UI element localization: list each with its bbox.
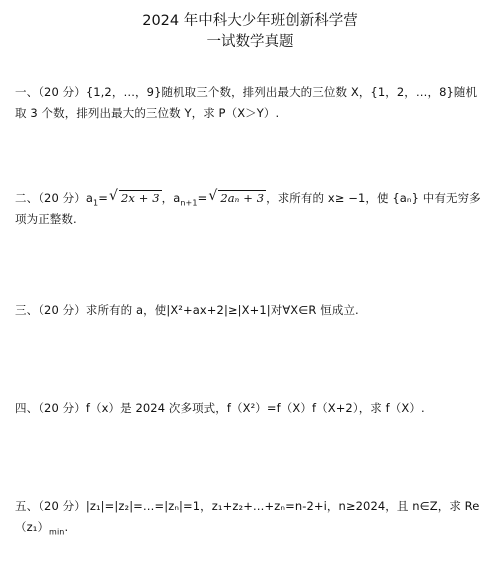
sequence-an1-label: a [173, 191, 181, 205]
sequence-a1-subscript: 1 [93, 198, 99, 208]
question-text: {1,2，…，9}随机取三个数，排列出最大的三位数 X，{1，2，…，8}随机取 3 个数，排列出最大的三位数 Y，求 P（X＞Y）. [15, 85, 478, 120]
question-points: （20 分） [38, 191, 86, 205]
question-text: 求所有的 a，使|X²+ax+2|≥|X+1|对∀X∈R 恒成立. [85, 303, 359, 317]
question-3 [15, 300, 485, 321]
question-number: 四、 [15, 401, 39, 415]
question-5 [15, 496, 485, 538]
radical-expression-1 [109, 188, 162, 209]
equals-sign: = [197, 191, 208, 205]
question-1 [15, 82, 485, 124]
question-2 [15, 188, 485, 230]
sequence-an1-subscript: n+1 [180, 198, 198, 208]
question-end: . [64, 520, 69, 534]
question-number: 一、 [15, 85, 39, 99]
question-4 [15, 398, 485, 419]
equals-sign: = [98, 191, 108, 205]
radicand-1: 2x + 3 [120, 191, 160, 205]
separator: ， [161, 191, 174, 205]
question-number: 二、 [15, 191, 39, 205]
document-subtitle: 一试数学真题 [206, 34, 294, 50]
radical-expression-2 [208, 188, 266, 209]
sequence-a1-label: a [85, 191, 93, 205]
question-points: （20 分） [38, 401, 86, 415]
question-number: 五、 [15, 499, 39, 513]
question-number: 三、 [15, 303, 39, 317]
question-text: |z₁|=|z₂|=…=|zₙ|=1，z₁+z₂+…+zₙ=n-2+i，n≥2024，且 n∈Z，求 Re（z₁） [15, 499, 480, 534]
document-title: 2024 年中科大少年班创新科学营 [142, 13, 358, 29]
question-text: ，求所有的 x≥ −1，使 {aₙ} 中有无穷多项为正整数. [15, 191, 481, 226]
question-points: （20 分） [38, 303, 86, 317]
radicand-2: 2aₙ + 3 [220, 191, 265, 205]
question-points: （20 分） [38, 499, 86, 513]
min-subscript: min [49, 527, 65, 537]
question-text: f（x）是 2024 次多项式，f（X²）=f（X）f（X+2），求 f（X）. [85, 401, 425, 415]
question-points: （20 分） [38, 85, 86, 99]
